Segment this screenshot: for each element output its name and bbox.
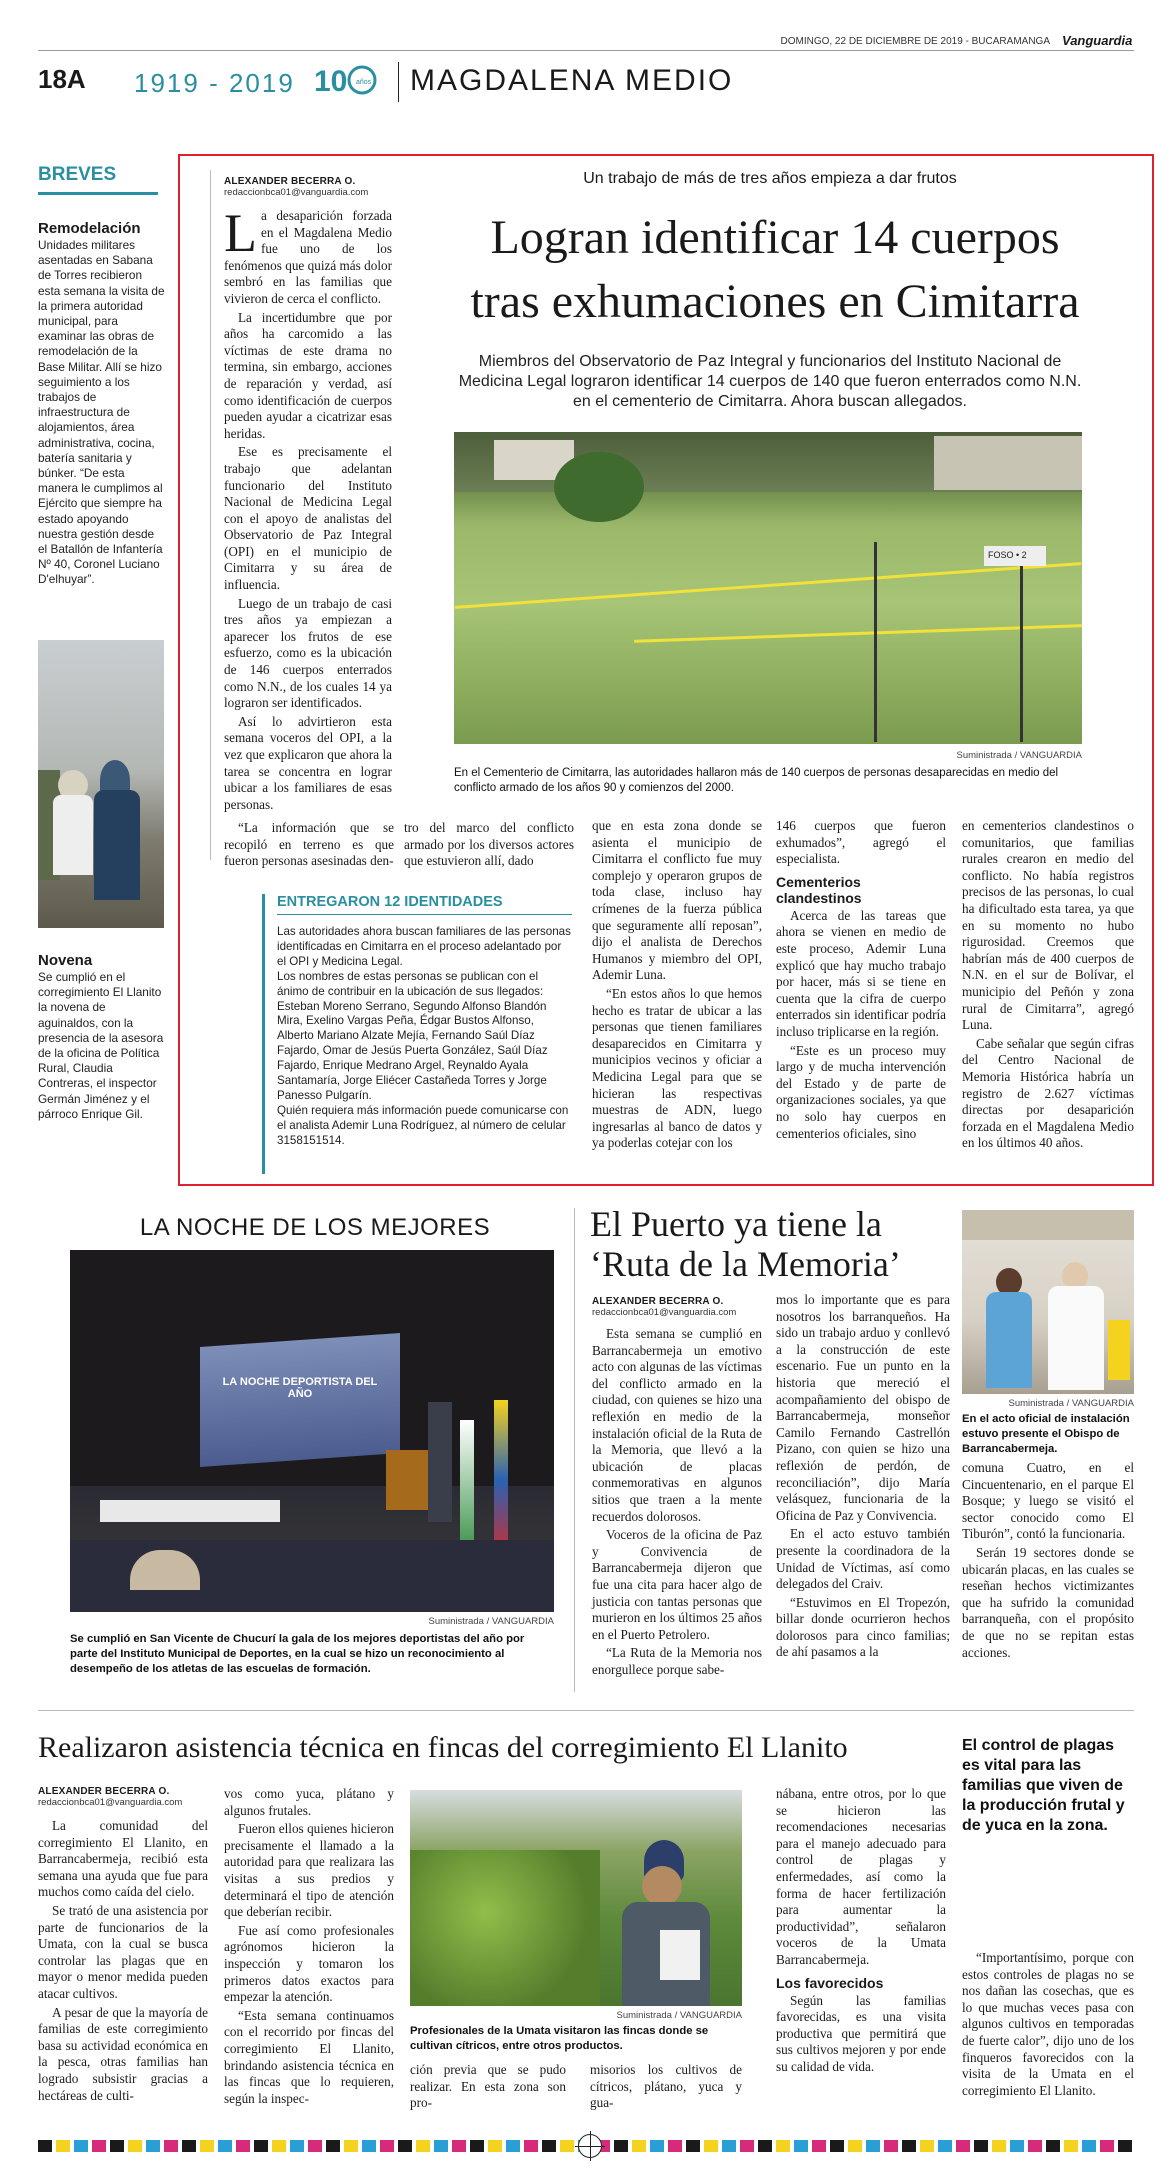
paragraph: “Esta semana continuamos con el recorrido por fincas del corregimiento El Llanito, brindando asistencia técnica en las fincas que lo requieren, según la inspec- [224,2007,394,2106]
main-col-4 [776,818,946,1144]
paragraph: “Este es un proceso muy largo y de mucha intervención del Estado y de parte de organizaciones sociales, ya que no solo hay cuerpos en cementerios oficiales, sino [776,1042,946,1141]
brand-logo: Vanguardia [1062,33,1133,48]
main-col-2b [404,820,574,872]
paragraph: A pesar de que la mayoría de familias de este corregimiento basa su actividad económica en la pesca, otras familias han logrado subsistir gracias a hectáreas de culti- [38,2004,208,2103]
paragraph: que en esta zona donde se asienta el municipio de Cimitarra el conflicto fue muy complejo y operaron grupos de toda clase, incluso hay crímenes de la fuerza pública que seguramente allí reposan”, dijo el analista de Derechos Humanos y miembro del OPI, Ademir Luna. [592,818,762,983]
paragraph: Voceros de la oficina de Paz y Convivencia de Barrancabermeja dijeron que fue una cita para hacer algo de justicia con tantas personas que murieron en los últimos 25 años en el Puerto Petrolero. [592,1527,762,1642]
paragraph: vos como yuca, plátano y algunos frutales. [224,1786,394,1818]
paragraph: ción previa que se pudo realizar. En esta zona son pro- [410,2062,566,2111]
dropcap: L [224,203,257,263]
header-top-rule [38,50,1134,51]
main-photo-credit: Suministrada / VANGUARDIA [956,750,1082,761]
paragraph: “En estos años lo que hemos hecho es tratar de ubicar a las personas que tienen familiares desaparecidos en Cimitarra y municipios vecinos y oficiar a Medicina Legal para que se hicieran las respectivas muestras de ADN, luego ingresarlas al banco de datos y ya poderlas cotejar con los [592,985,762,1151]
paragraph: 146 cuerpos que fueron exhumados”, agregó el especialista. [776,818,946,867]
paragraph: La comunidad del corregimiento El Llanito, en Barrancabermeja, recibió esta semana una ayuda que fue para muchos como caída del cielo. [38,1818,208,1900]
paragraph: mos lo importante que es para nosotros los barranqueños. Ha sido un trabajo arduo y conllevó a la construcción de este escenario. Fue un punto en la historia que mereció el acompañamiento del obispo de Barrancabermeja, monseñor Camilo Fernando Castrellón Pizano, con quien se hizo una reflexión de perdón, de reconciliación”, dijo María velásquez, funcionaria de la Oficina de Paz y Convivencia. [776,1292,950,1523]
main-deck: Miembros del Observatorio de Paz Integral y funcionarios del Instituto Nacional de Medicina Legal lograron identificar 14 cuerpos de 140 que fueron enterrados como N.N. en el cementerio de Cimitarra. Ahora buscan allegados. [458,353,1082,410]
breves-photo [38,640,164,928]
pull-quote: El control de plagas es vital para las familias que viven de la producción frutal y de yuca en la zona. [962,1737,1125,1834]
llanito-photo [410,1790,742,2006]
byline-name: ALEXANDER BECERRA O. [224,176,356,187]
registration-mark-icon [578,2134,602,2158]
llanito-col-5 [962,1950,1134,2101]
byline-email: redaccionbca01@vanguardia.com [224,187,369,198]
noche-photo-credit: Suministrada / VANGUARDIA [428,1616,554,1627]
main-col-3 [592,818,762,1154]
paragraph: Según las familias favorecidas, es una visita productiva que permitirá que sus cultivos mejoren y por ende su calidad de vida. [776,1992,946,2074]
section-title: MAGDALENA MEDIO [410,64,734,97]
paragraph: Luego de un trabajo de casi tres años ya empiezan a aparecer los frutos de ese esfuerzo, como es la ubicación de 146 cuerpos enterrados como N.N., de los cuales 14 ya lograron ser identificados. [224,595,392,711]
byline-name: ALEXANDER BECERRA O. [592,1296,724,1307]
llanito-col-2 [224,1786,394,2109]
paragraph: nábana, entre otros, por lo que se hicieron las recomendaciones necesarias para el manejo adecuado para control de plagas y enfermedades, así como la forma de hacer fertilización para aumentar la productividad”, señalaron voceros de la Umata Barrancabermeja. [776,1786,946,1967]
paragraph: Fueron ellos quienes hicieron precisamente el llamado a la autoridad para que realizara las visitas a sus predios y determinará el tipo de atención que deberían recibir. [224,1821,394,1920]
svg-text:10: 10 [314,65,348,98]
main-byline [224,176,384,198]
paragraph: “Estuvimos en El Tropezón, billar donde ocurrieron hechos dolorosos para cinco familias; de ahí pasamos a la [776,1594,950,1660]
puerto-photo-caption: En el acto oficial de instalación estuvo presente el Obispo de Barrancabermeja. [962,1413,1130,1455]
puerto-headline [590,1204,960,1284]
main-col-5 [962,818,1134,1154]
llanito-col-1 [38,1818,208,2106]
header-divider [398,62,399,102]
breves-item-text: Se cumplió en el corregimiento El Llanito la novena de aguinaldos, con la presencia de la asesora de la oficina de Política Rural, Claudia Contreras, el inspector Germán Jiménez y el párroco Enrique Gil. [38,970,164,1121]
paragraph: en cementerios clandestinos o comunitarios, que familias rurales crearon en medio del conflicto. No había registros precisos de las personas, lo cual ha dificultado esta tarea, ya que en su momento no hubo rigurosidad. Creemos que habrían más de 400 cuerpos de N.N. en el sur de Bolívar, el municipio del Peñón y zona rural de Cimitarra”, agregó Luna. [962,818,1134,1033]
noche-photo-caption: Se cumplió en San Vicente de Chucurí la gala de los mejores deportistas del año por parte del Instituto Municipal de Deportes, en la cual se hizo un reconocimiento al desempeño de los atletas de las escuelas de formación. [70,1633,525,1675]
paragraph: “Importantísimo, porque con estos controles de plagas no se nos dañan las cosechas, que es lo que muchas veces pasa con algunos cultivos en temporadas de fuerte calor”, dijo uno de los finqueros favorecidos con la visita de la Umata en el corregimiento El Llanito. [962,1950,1134,2098]
paragraph: comuna Cuatro, en el Cincuentenario, en el parque El Bosque; y luego se visitó el sector conocido como El Tiburón”, contó la funcionaria. [962,1460,1134,1542]
paragraph: tro del marco del conflicto armado por los diversos actores que estuvieron allí, dado [404,820,574,869]
byline-email: redaccionbca01@vanguardia.com [38,1797,183,1808]
main-col-1b [224,820,394,872]
main-photo-caption: En el Cementerio de Cimitarra, las autoridades hallaron más de 140 cuerpos de personas desaparecidas en medio del conflicto armado de los años 90 y comienzos del 2000. [454,767,1059,794]
breves-label: BREVES [38,164,117,185]
main-headline [405,206,1145,334]
breves-item-title: Remodelación [38,220,141,237]
llanito-photo-credit: Suministrada / VANGUARDIA [616,2010,742,2021]
main-headline-line2: tras exhumaciones en Cimitarra [470,275,1080,328]
puerto-headline-line2: ‘Ruta de la Memoria’ [590,1244,901,1284]
llanito-col-3b [590,2062,742,2114]
llanito-photo-caption: Profesionales de la Umata visitaron las fincas donde se cultivan cítricos, entre otros productos. [410,2025,709,2052]
paragraph: Se trató de una asistencia por parte de funcionarios de la Umata, con la cual se busca controlar las plagas que en mayor o menor medida pueden atacar cultivos. [38,1902,208,2001]
identidades-title: ENTREGARON 12 IDENTIDADES [277,894,572,915]
identidades-box [262,894,572,1174]
paragraph: Ese es precisamente el trabajo que adelantan funcionario del Instituto Nacional de Medicina Legal con el apoyo de analistas del Observatorio de Paz Integral (OPI) en el municipio de Cimitarra y su área de influencia. [224,444,392,593]
paragraph: Fue así como profesionales agrónomos hicieron la inspección y tomaron los primeros datos exactos para empezar la atención. [224,1922,394,2005]
paragraph: Serán 19 sectores donde se ubicarán placas, en las cuales se reseñan hechos victimizantes que ha sufrido la comunidad barranqueña, con el propósito de que no se repitan estas acciones. [962,1544,1134,1660]
noche-title: LA NOCHE DE LOS MEJORES [139,1214,491,1241]
section-rule [38,1710,1134,1711]
screen-text: LA NOCHE DEPORTISTA DEL AÑO [222,1376,378,1400]
page-number: 18A [38,64,86,94]
anniversary-logo [312,62,382,98]
puerto-col-2 [776,1292,950,1663]
main-kicker: Un trabajo de más de tres años empieza a dar frutos [583,170,957,187]
paragraph: “La información que se recopiló en terreno es que fueron personas asesinadas den- [224,820,394,869]
paragraph: Esta semana se cumplió en Barrancabermeja un emotivo acto con algunas de las víctimas del conflicto armado en la ciudad, con quienes se hizo una reflexión en medio de la instalación oficial de la Ruta de la Memoria, que llevó a la ubicación de placas conmemorativas en algunos sitios que traen a la mente recuerdos dolorosos. [592,1326,762,1524]
column-divider [574,1208,575,1692]
main-photo [454,432,1082,744]
llanito-col-2b [410,2062,566,2114]
paragraph: Las autoridades ahora buscan familiares de las personas identificadas en Cimitarra en el proceso adelantado por el OPI y Medicina Legal. [277,925,571,968]
puerto-headline-line1: El Puerto ya tiene la [590,1204,882,1244]
breves-item-title: Novena [38,952,93,969]
noche-photo [70,1250,554,1612]
llanito-headline: Realizaron asistencia técnica en fincas del corregimiento El Llanito [38,1731,848,1764]
llanito-col-4 [776,1786,946,2078]
dateline: DOMINGO, 22 DE DICIEMBRE DE 2019 - BUCARAMANGA [780,36,1050,47]
subhead: Los favorecidos [776,1974,884,1991]
grave-sign: FOSO • 2 [984,546,1046,566]
puerto-col-3 [962,1460,1134,1663]
main-col-1 [224,203,392,815]
paragraph: Acerca de las tareas que ahora se vienen en medio de este proceso, Ademir Luna explicó que hay mucho trabajo por hacer, más si se tiene en cuenta que la cifra de cuerpo enterrados sin identificar podría incluso triplicarse en la región. [776,907,946,1039]
paragraph: a desaparición forzada en el Magdalena Medio fue uno de los fenómenos que quizá más dolor sembró en las familias que vivieron de cerca el conflicto. [224,208,392,306]
breves-item-text: Unidades militares asentadas en Sabana de Torres recibieron esta semana la visita de la primera autoridad municipal, para examinar las obras de remodelación de la Base Militar. Allí se hizo seguimiento a los trabajos de infraestructura de alojamientos, área administrativa, cocina, batería sanitaria y búnker. “De esta manera le cumplimos al Ejército que siempre ha estado apoyando nuestra gestión desde el Batallón de Infantería Nº 40, Coronel Luciano D'elhuyar”. [38,238,165,587]
puerto-photo [962,1210,1134,1394]
paragraph: La incertidumbre que por años ha carcomido a las víctimas de este drama no termina, sin embargo, acciones de reparación y verdad, así como identificación de cuerpos pueden ayudar a cicatrizar esas heridas. [224,309,392,441]
breves-rule [38,192,158,195]
years-label: 1919 - 2019 [134,68,295,98]
identidades-text [277,925,572,1149]
paragraph: misorios los cultivos de cítricos, plátano, yuca y gua- [590,2062,742,2111]
puerto-col-1 [592,1326,762,1680]
svg-text:años: años [356,79,372,86]
main-col-divider [210,170,211,860]
paragraph: Quién requiera más información puede comunicarse con el analista Ademir Luna Rodríguez, al número de celular 3158151514. [277,1103,569,1147]
main-headline-line1: Logran identificar 14 cuerpos [490,211,1060,264]
puerto-byline [592,1296,762,1318]
paragraph: Cabe señalar que según cifras del Centro Nacional de Memoria Histórica habría un registro de 2.627 víctimas directas por desaparición forzada en el Magdalena Medio en los últimos 40 años. [962,1035,1134,1151]
paragraph: En el acto estuvo también presente la coordinadora de la Unidad de Víctimas, así como delegados del Craiv. [776,1526,950,1592]
puerto-photo-credit: Suministrada / VANGUARDIA [1008,1398,1134,1409]
paragraph: “La Ruta de la Memoria nos enorgullece porque sabe- [592,1645,762,1677]
paragraph: Los nombres de estas personas se publican con el ánimo de contribuir en la ubicación de sus llegados: Esteban Moreno Serrano, Segundo Alfonso Blandón Mira, Exelino Vargas Peña, Édgar Bustos Alfonso, Alberto Mariano Alzate Mejía, Fernando Saúl Díaz Fajardo, Omar de Jesús Puerta González, Saúl Díaz Fajardo, Enrique Medrano Argel, Reynaldo Ayala Santamaría, Jorge Eliécer Castañeda Torres y Jorge Panesso Pulgarín. [277,969,548,1102]
llanito-byline [38,1786,208,1808]
byline-name: ALEXANDER BECERRA O. [38,1786,170,1797]
paragraph: Así lo advirtieron esta semana voceros del OPI, a la vez que explicaron que ahora la tarea se concentra en lograr ubicar a los familiares de esas personas. [224,713,392,812]
subhead: Cementerios clandestinos [776,873,862,906]
byline-email: redaccionbca01@vanguardia.com [592,1307,737,1318]
